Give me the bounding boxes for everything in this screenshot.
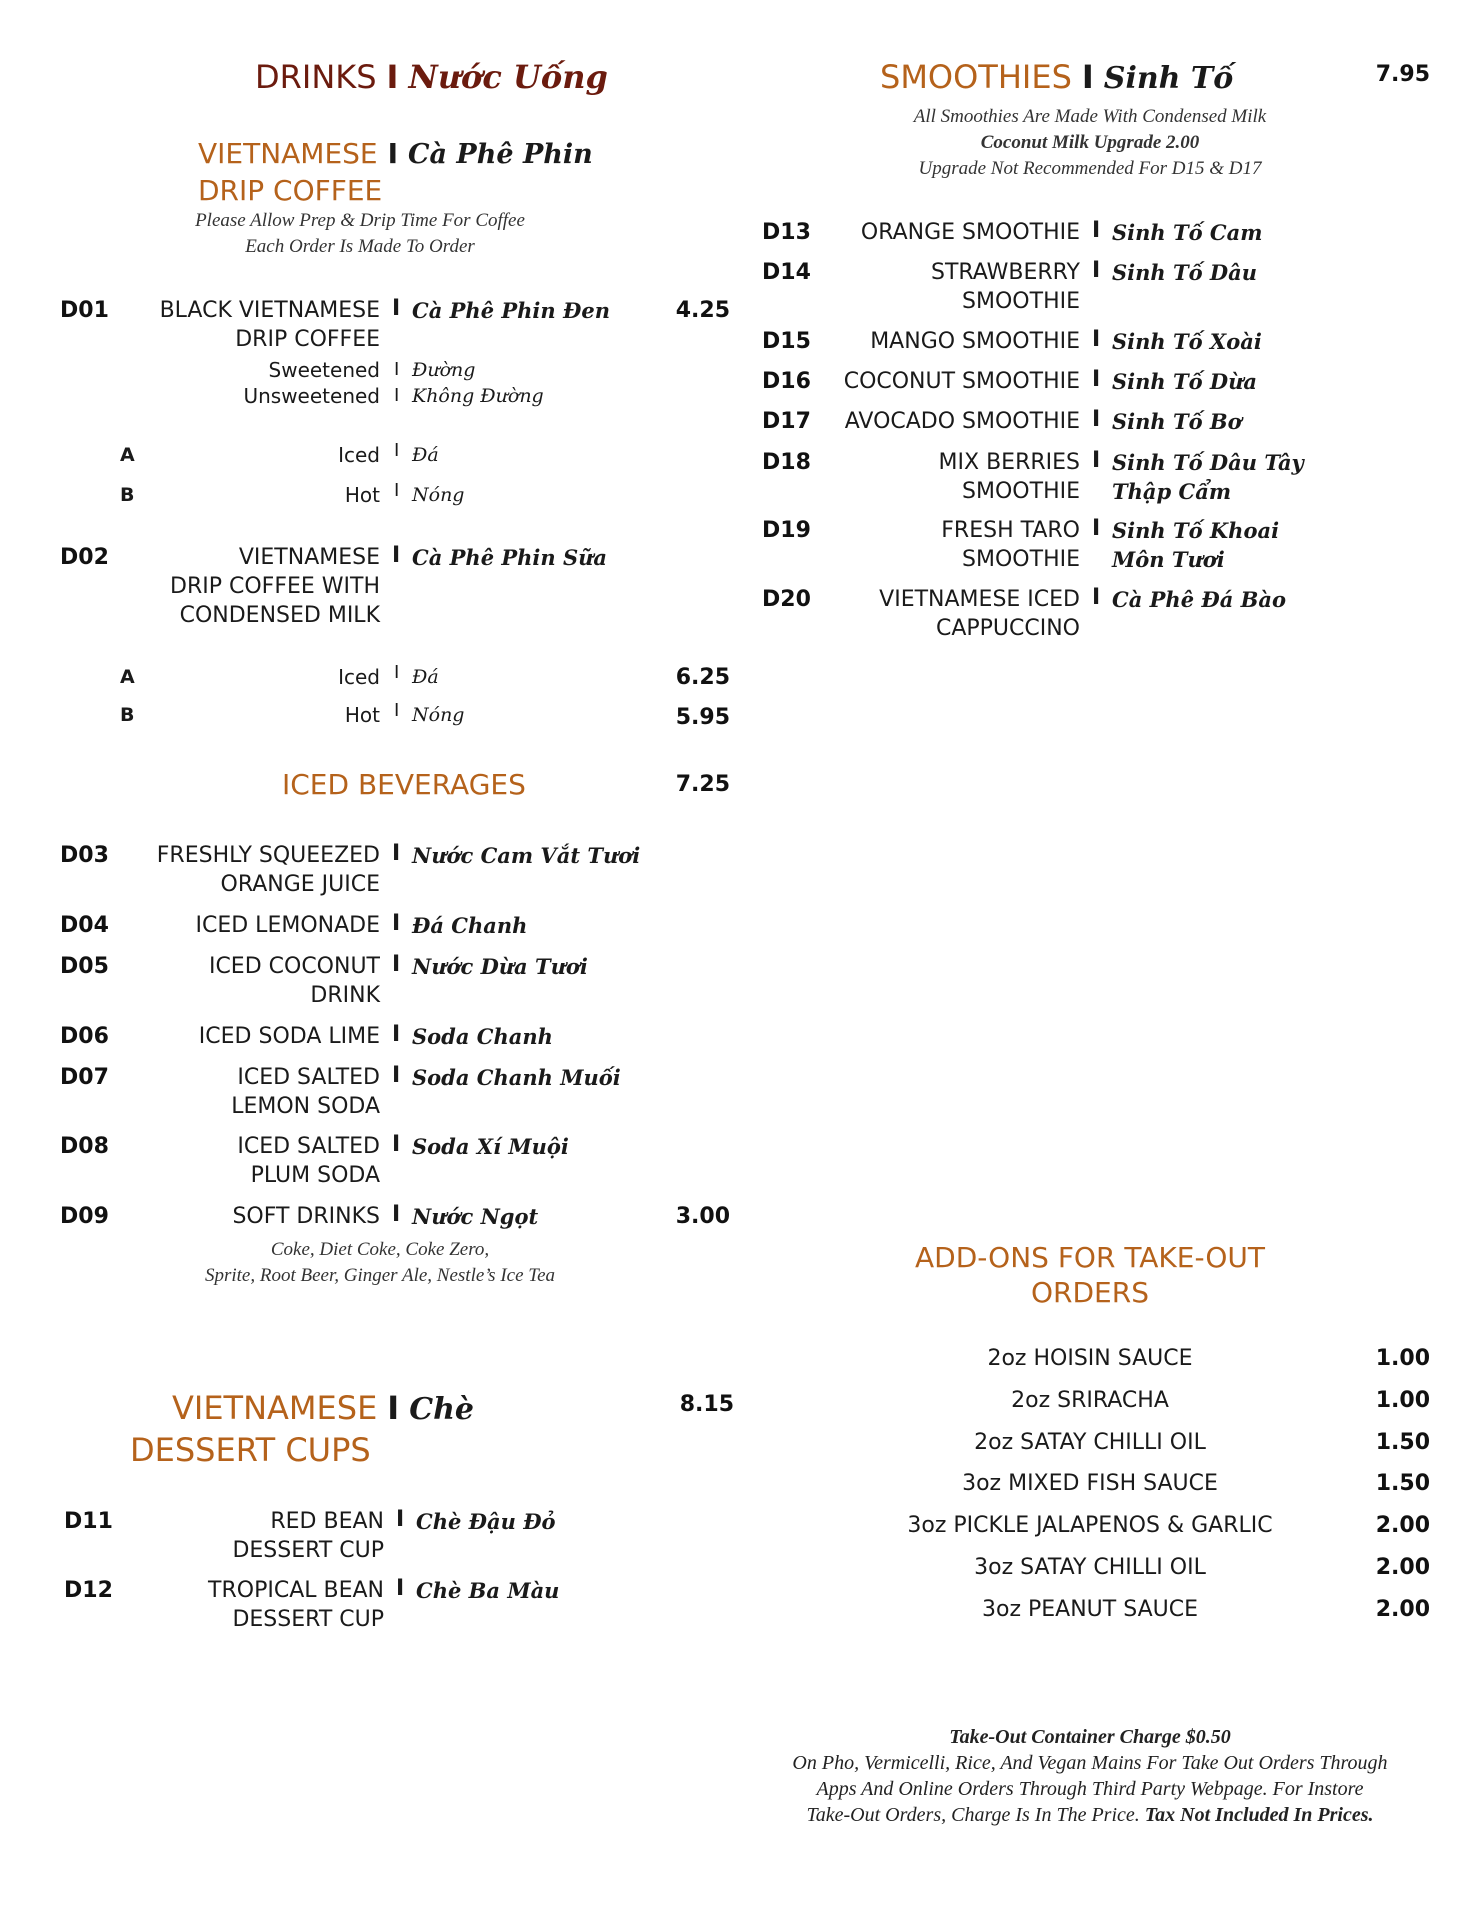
option-hot: Hot [344,483,380,507]
dessert-title-vi: Chè [409,1392,474,1427]
item-code: D05 [60,954,109,979]
item-separator: I [396,1576,405,1601]
item-code: D08 [60,1134,109,1159]
item-name-en [800,327,1080,356]
item-name-line: ICED SALTED [237,1134,380,1159]
item-name-vi-line: Thập Cẩm [1112,479,1232,504]
item-name-line: DESSERT CUP [232,1538,384,1563]
item-separator: I [392,296,401,321]
item-name-vi: Chè Ba Màu [416,1578,560,1603]
option-names [110,357,380,409]
item-price: 4.25 [675,298,730,323]
addon-name: 3oz SATAY CHILLI OIL [974,1555,1206,1580]
item-name-vi [1112,585,1286,614]
item-separator: I [1092,516,1101,541]
item-name-vi [1112,448,1304,506]
addon-price: 2.00 [1375,1513,1430,1539]
item-separator: I [392,543,401,568]
item-code: D18 [762,450,811,475]
item-code: D06 [60,1024,109,1049]
item-name-line: PLUM SODA [250,1163,380,1188]
container-charge: Take-Out Container Charge $0.50 [949,1726,1231,1748]
note-line: Coconut Milk Upgrade 2.00 [980,132,1200,153]
smoothies-title: SMOOTHIES I Sinh Tố [880,58,1234,96]
addon-name: 2oz SATAY CHILLI OIL [974,1429,1206,1455]
item-separator: I [1092,585,1101,610]
item-name-line: ICED SODA LIME [198,1024,380,1049]
addon-price: 1.50 [1375,1429,1430,1455]
option-letter: A [120,444,135,466]
item-name-en [110,296,380,354]
smoothies-title-vi: Sinh Tố [1103,61,1234,96]
item-name-vi: Nước Ngọt [412,1204,539,1229]
item-name-line: ICED COCONUT [208,954,380,979]
item-name-line: SMOOTHIE [962,479,1080,504]
option-separator: I [394,440,400,461]
item-name-line: STRAWBERRY [931,260,1080,285]
item-name-vi [1112,218,1262,247]
coffee-note [150,208,570,260]
addon-name: 2oz SRIRACHA [1011,1387,1169,1413]
option-price: 5.95 [675,705,730,730]
item-name-vi-line: Sinh Tố Dừa [1112,369,1258,394]
footer-line: On Pho, Vermicelli, Rice, And Vegan Mains For Take Out Orders Through [792,1752,1388,1774]
item-name-line: DRINK [310,983,380,1008]
item-name-vi-line: Sinh Tố Dâu Tây [1112,450,1304,475]
item-code: D20 [762,587,811,612]
item-name-vi-line: Sinh Tố Khoai [1112,518,1280,543]
item-name-line: BLACK VIETNAMESE [159,298,380,323]
option-sweetened: Sweetened [268,358,380,382]
item-separator: I [392,1063,401,1088]
smoothies-note [830,104,1350,182]
item-code: D07 [60,1065,109,1090]
item-name-en [114,1507,384,1565]
item-code: D12 [64,1578,113,1603]
item-name-vi: Soda Xí Muội [412,1134,569,1159]
note-line: Coke, Diet Coke, Coke Zero, [270,1239,490,1260]
option-unsweetened: Unsweetened [243,384,380,408]
drinks-title [255,58,608,96]
addon-name: 2oz HOISIN SAUCE [987,1346,1193,1371]
item-name-en [800,218,1080,247]
drinks-title-en: DRINKS [255,58,377,96]
item-name-line: ORANGE SMOOTHIE [860,220,1080,245]
item-separator: I [392,841,401,866]
footer-line: Apps And Online Orders Through Third Party Webpage. For Instore [816,1778,1364,1800]
item-name-vi [1112,258,1257,287]
item-separator: I [392,1132,401,1157]
addons-title-line: ADD-ONS FOR TAKE-OUT [915,1241,1265,1274]
option-hot-vi: Nóng [412,704,465,726]
tax-note: Tax Not Included In Prices. [1144,1804,1374,1826]
option-letter: B [120,704,135,726]
option-price: 6.25 [675,665,730,690]
item-name-line: SMOOTHIE [962,547,1080,572]
addon-price: 1.00 [1375,1387,1430,1413]
addon-price: 2.00 [1375,1555,1430,1580]
item-name-vi: Đá Chanh [412,913,528,938]
option-iced: Iced [338,665,380,689]
item-name-line: DRIP COFFEE WITH [170,574,380,599]
item-name-en [110,1132,380,1190]
iced-beverages-title: ICED BEVERAGES [282,768,526,801]
item-name-vi [1112,407,1242,436]
addon-price: 2.00 [1375,1596,1430,1622]
item-separator: I [392,911,401,936]
addon-price: 1.50 [1375,1471,1430,1497]
addons-title [880,1240,1300,1310]
note-line: Upgrade Not Recommended For D15 & D17 [918,158,1262,179]
item-name-vi: Nước Cam Vắt Tươi [412,843,641,868]
addons-title-line: ORDERS [1031,1276,1149,1309]
footer-line: Take-Out Orders, Charge Is In The Price. [806,1804,1145,1826]
addon-price: 1.00 [1375,1346,1430,1371]
item-name-line: TROPICAL BEAN [208,1578,384,1603]
item-name-vi-line: Sinh Tố Xoài [1112,329,1262,354]
coffee-title-en-1: VIETNAMESE [198,137,378,170]
item-name-en [800,585,1080,643]
item-name-line: CONDENSED MILK [179,603,380,628]
item-name-line: LEMON SODA [231,1094,380,1119]
addon-name: 3oz PICKLE JALAPENOS & GARLIC [907,1513,1273,1539]
option-iced: Iced [338,443,380,467]
item-name-en [110,841,380,899]
coffee-note-line: Each Order Is Made To Order [245,236,475,257]
addon-name: 3oz MIXED FISH SAUCE [962,1471,1218,1497]
item-code: D14 [762,260,811,285]
item-name-line: ORANGE JUICE [220,872,380,897]
item-separator: I [396,1507,405,1532]
addon-name: 3oz PEANUT SAUCE [982,1596,1198,1622]
item-separator: I [1092,448,1101,473]
coffee-note-line: Please Allow Prep & Drip Time For Coffee [195,210,525,231]
option-sweetened-vi: Đường [412,359,476,381]
item-name-line: FRESH TARO [941,518,1080,543]
item-name-line: DESSERT CUP [232,1607,384,1632]
coffee-title-en-2: DRIP COFFEE [198,174,383,207]
item-name-vi: Soda Chanh [412,1024,553,1049]
option-hot-vi: Nóng [412,484,465,506]
item-name-line: MANGO SMOOTHIE [870,329,1080,354]
item-code: D02 [60,545,109,570]
item-name-line: COCONUT SMOOTHIE [843,369,1080,394]
option-separator: I [394,662,400,683]
dessert-title-en-2: DESSERT CUPS [130,1431,371,1469]
item-code: D11 [64,1509,113,1534]
option-letter: A [120,666,135,688]
option-separator: I [394,480,400,501]
option-letter: B [120,484,135,506]
item-code: D15 [762,329,811,354]
iced-beverages-price: 7.25 [675,772,730,797]
item-separator: I [1092,258,1101,283]
item-separator: I [1092,218,1101,243]
item-name-vi: Cà Phê Phin Đen [412,298,610,323]
option-hot: Hot [344,703,380,727]
option-separator: I [394,700,400,721]
note-line: All Smoothies Are Made With Condensed Milk [913,106,1267,127]
smoothies-title-en: SMOOTHIES [880,58,1072,96]
item-code: D17 [762,409,811,434]
item-name-vi: Chè Đậu Đỏ [416,1509,556,1534]
item-name-en [800,407,1080,436]
item-name-line: VIETNAMESE [238,545,380,570]
item-name-en [110,1022,380,1051]
option-iced-vi: Đá [412,444,439,466]
title-separator: I [386,58,399,96]
dessert-section-title: VIETNAMESE I Chè DESSERT CUPS [130,1389,474,1469]
item-name-en [800,367,1080,396]
item-name-line: VIETNAMESE ICED [879,587,1080,612]
item-name-line: CAPPUCCINO [935,616,1080,641]
item-name-line: FRESHLY SQUEEZED [156,843,380,868]
item-name-vi: Soda Chanh Muối [412,1065,621,1090]
item-name-en [110,911,380,940]
option-separators: I I [394,359,400,406]
item-name-line: ICED LEMONADE [195,913,380,938]
option-names-vi [412,357,544,409]
note-line: Sprite, Root Beer, Ginger Ale, Nestle’s Ice Tea [204,1265,556,1286]
item-separator: I [1092,407,1101,432]
smoothies-price: 7.95 [1375,62,1430,87]
item-separator: I [392,952,401,977]
coffee-title-vi: Cà Phê Phin [408,139,593,170]
item-name-vi-line: Sinh Tố Bơ [1112,409,1242,434]
item-name-vi [1112,367,1257,396]
item-name-line: AVOCADO SMOOTHIE [844,409,1080,434]
item-name-line: SMOOTHIE [962,289,1080,314]
item-name-en: SOFT DRINKS [232,1204,380,1229]
item-code: D13 [762,220,811,245]
coffee-section-title: VIETNAMESE I Cà Phê Phin DRIP COFFEE [198,137,593,207]
item-name-en [110,543,380,630]
option-unsweetened-vi: Không Đường [412,385,544,407]
item-code: D16 [762,369,811,394]
item-separator: I [1092,367,1101,392]
item-code: D03 [60,843,109,868]
dessert-title-en-1: VIETNAMESE [172,1389,378,1427]
item-separator: I [1092,327,1101,352]
item-name-vi-line: Môn Tươi [1112,547,1225,572]
option-iced-vi: Đá [412,666,439,688]
footer-note [750,1724,1430,1828]
item-code: D19 [762,518,811,543]
item-name-vi: Cà Phê Phin Sữa [412,545,608,570]
item-code: D01 [60,298,109,323]
item-name-vi [1112,516,1279,574]
item-name-vi [1112,327,1262,356]
item-code: D04 [60,913,109,938]
item-name-en [800,258,1080,316]
soft-drinks-note [140,1237,620,1289]
item-name-vi-line: Sinh Tố Dâu [1112,260,1258,285]
item-name-vi: Nước Dừa Tươi [412,954,588,979]
item-name-en [800,448,1080,506]
item-price: 3.00 [675,1204,730,1229]
item-name-vi-line: Sinh Tố Cam [1112,220,1263,245]
item-separator: I [392,1022,401,1047]
item-name-line: ICED SALTED [237,1065,380,1090]
item-name-en [800,516,1080,574]
item-name-line: DRIP COFFEE [235,327,380,352]
drinks-title-vi: Nước Uống [408,58,608,96]
item-name-line: RED BEAN [270,1509,384,1534]
item-name-en [110,952,380,1010]
item-separator: I [392,1202,401,1227]
item-name-vi-line: Cà Phê Đá Bào [1112,587,1286,612]
item-name-line: MIX BERRIES [938,450,1080,475]
dessert-price: 8.15 [679,1392,734,1417]
item-name-en [114,1576,384,1634]
item-code: D09 [60,1204,109,1229]
item-name-en [110,1063,380,1121]
